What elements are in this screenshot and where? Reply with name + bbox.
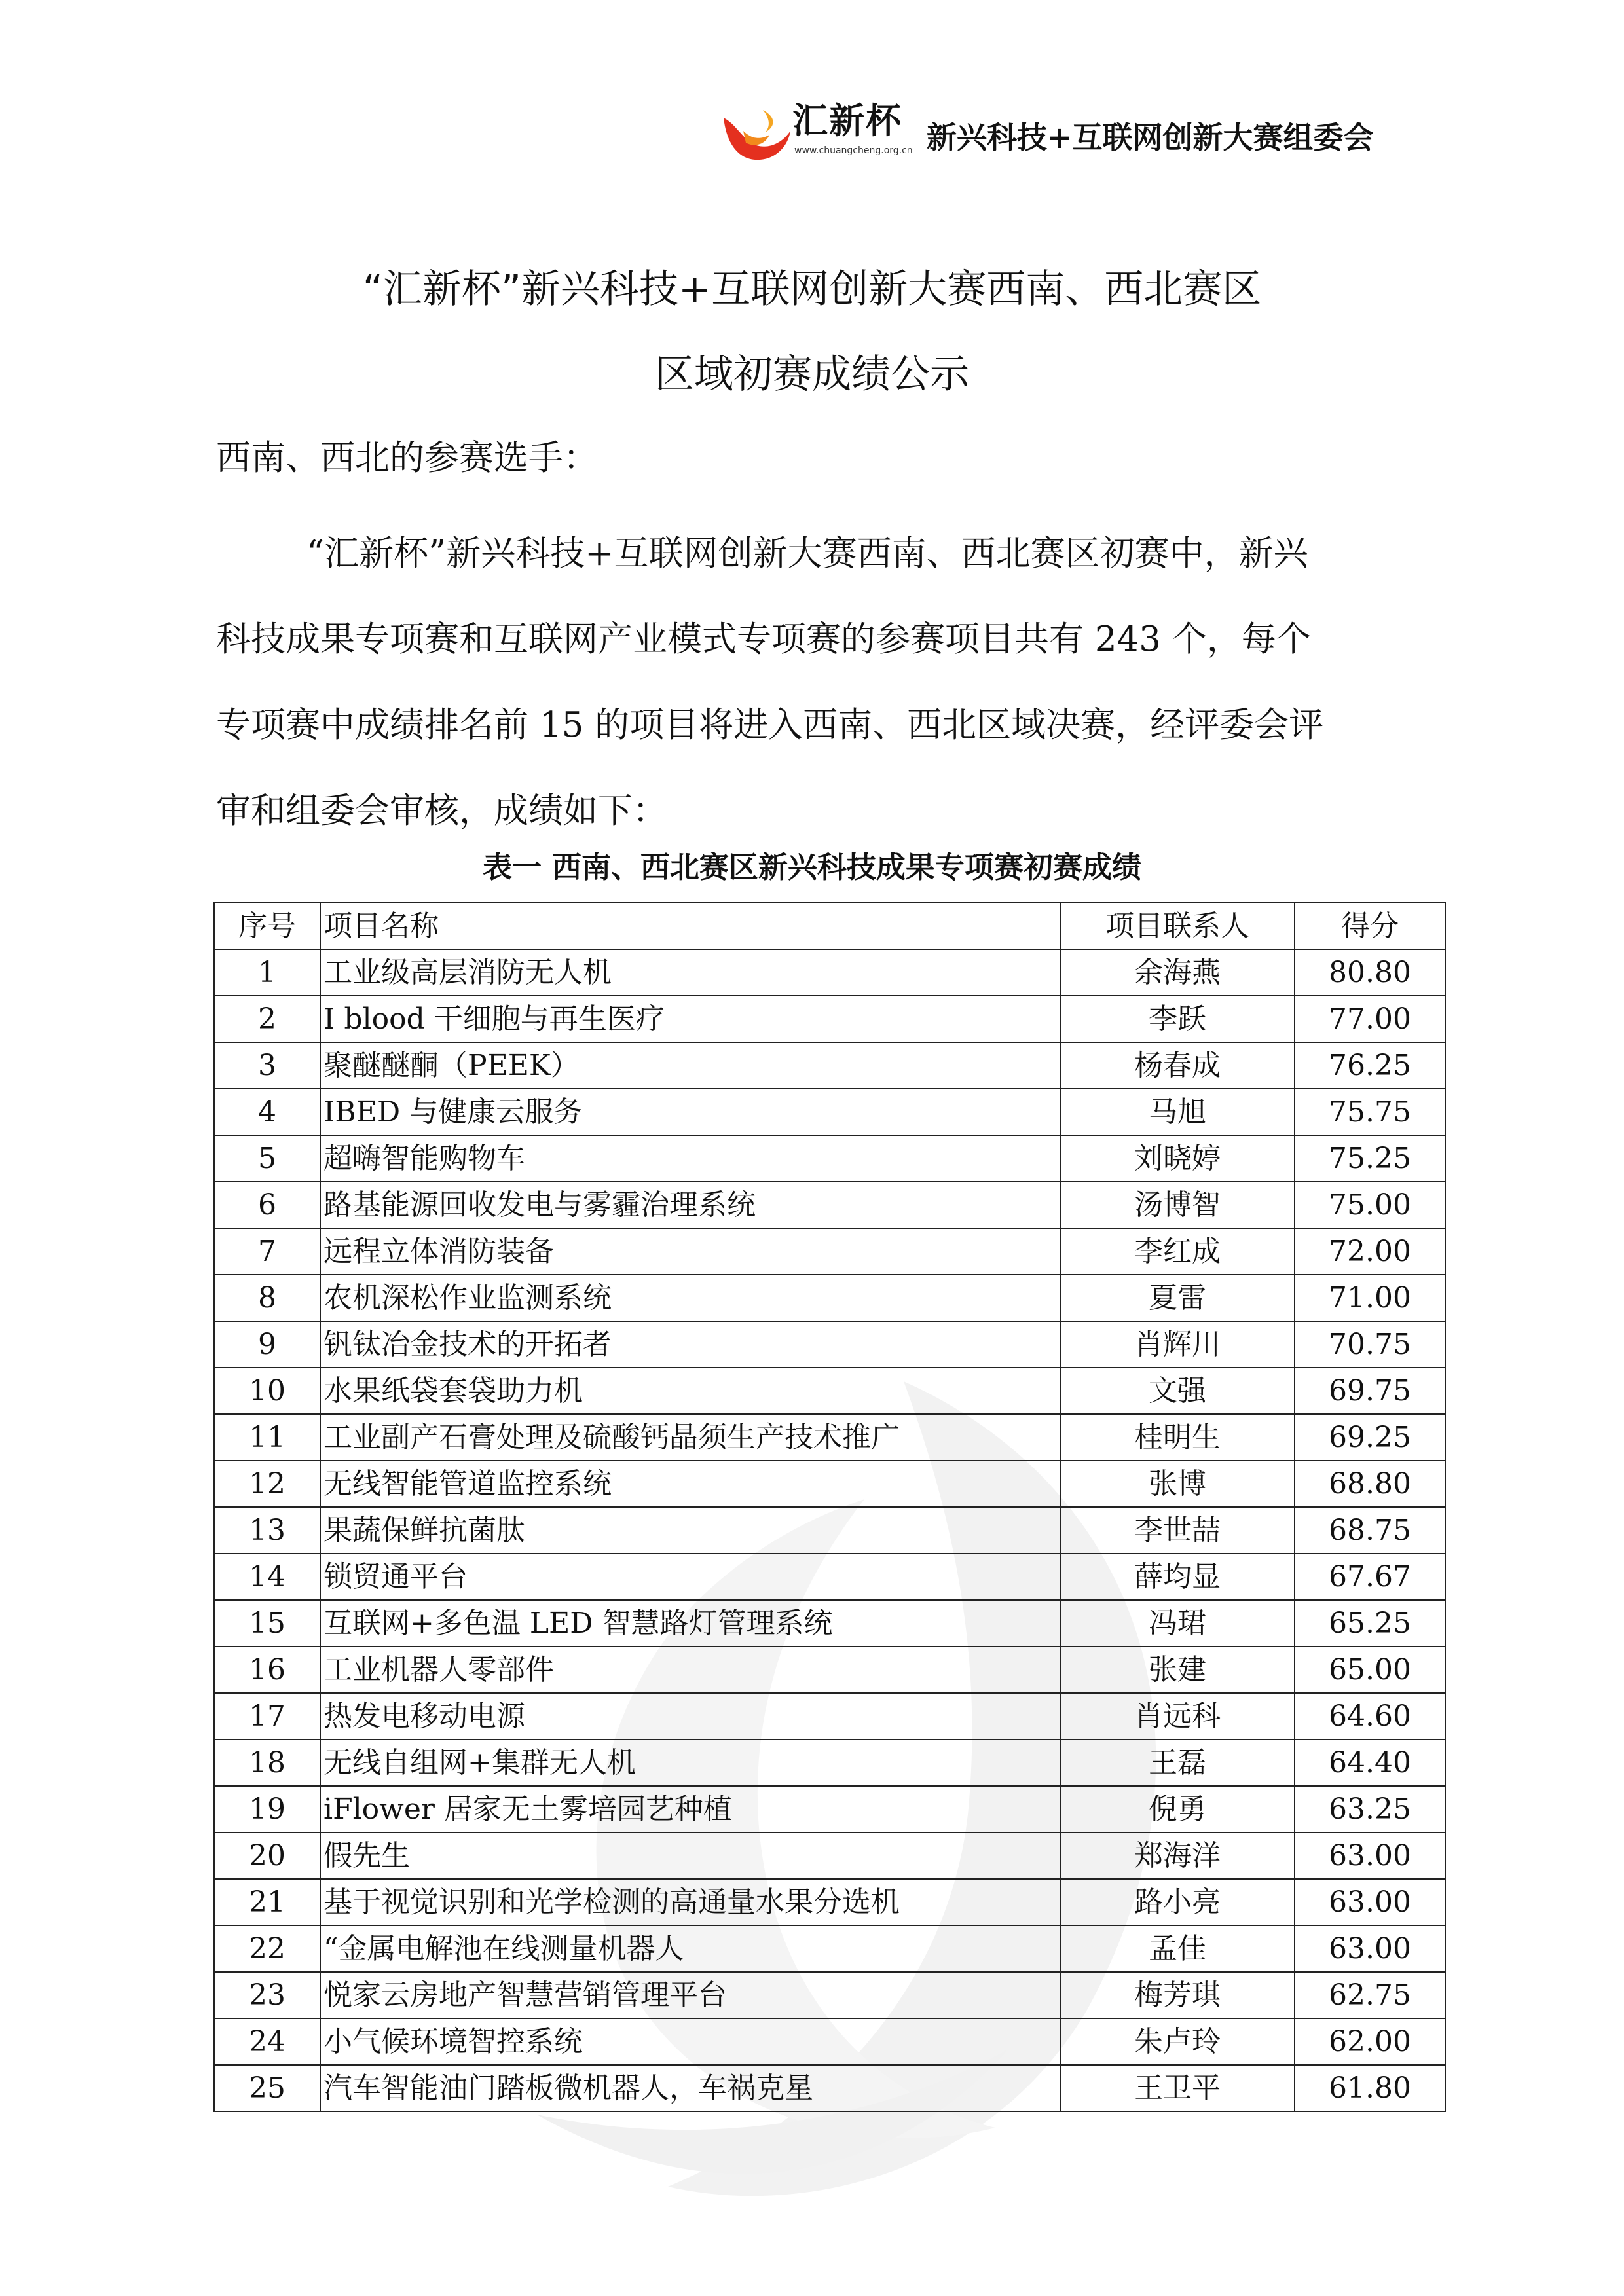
row-project-name: IBED 与健康云服务 [320, 1089, 1060, 1135]
row-contact: 杨春成 [1060, 1042, 1295, 1089]
row-contact: 文强 [1060, 1368, 1295, 1414]
table-row [214, 1600, 1445, 1647]
row-project-name: 互联网+多色温 LED 智慧路灯管理系统 [320, 1600, 1060, 1647]
row-score: 71.00 [1295, 1275, 1445, 1321]
row-no: 13 [214, 1507, 320, 1554]
row-no: 18 [214, 1740, 320, 1786]
row-score: 64.40 [1295, 1740, 1445, 1786]
row-project-name: 工业副产石膏处理及硫酸钙晶须生产技术推广 [320, 1414, 1060, 1461]
table-row [214, 1275, 1445, 1321]
header-score: 得分 [1295, 903, 1445, 949]
row-score: 70.75 [1295, 1321, 1445, 1368]
row-project-name: I blood 干细胞与再生医疗 [320, 996, 1060, 1042]
row-no: 16 [214, 1647, 320, 1693]
row-contact: 张建 [1060, 1647, 1295, 1693]
table-row [214, 1786, 1445, 1832]
table-row [214, 2018, 1445, 2065]
row-no: 15 [214, 1600, 320, 1647]
row-score: 62.75 [1295, 1972, 1445, 2018]
logo-url: www.chuangcheng.org.cn [794, 145, 913, 156]
row-score: 61.80 [1295, 2065, 1445, 2111]
row-no: 19 [214, 1786, 320, 1832]
row-contact: 朱卢玲 [1060, 2018, 1295, 2065]
paragraph-line: “汇新杯”新兴科技+互联网创新大赛西南、西北赛区初赛中，新兴 [306, 534, 1308, 574]
table-row [214, 1832, 1445, 1879]
row-contact: 张博 [1060, 1461, 1295, 1507]
row-no: 12 [214, 1461, 320, 1507]
page-header [717, 98, 1450, 170]
row-contact: 马旭 [1060, 1089, 1295, 1135]
intro-paragraph [216, 511, 1395, 854]
row-score: 63.00 [1295, 1832, 1445, 1879]
table-row [214, 1972, 1445, 2018]
table-row [214, 1042, 1445, 1089]
salutation: 西南、西北的参赛选手： [216, 438, 598, 478]
row-no: 7 [214, 1228, 320, 1275]
page-title-line1: “汇新杯”新兴科技+互联网创新大赛西南、西北赛区 [362, 266, 1262, 312]
row-no: 5 [214, 1135, 320, 1182]
row-contact: 王卫平 [1060, 2065, 1295, 2111]
row-project-name: 超嗨智能购物车 [320, 1135, 1060, 1182]
row-score: 80.80 [1295, 949, 1445, 996]
row-score: 64.60 [1295, 1693, 1445, 1740]
table-row [214, 1135, 1445, 1182]
row-score: 76.25 [1295, 1042, 1445, 1089]
organizer-name: 新兴科技+互联网创新大赛组委会 [927, 120, 1374, 155]
header-contact: 项目联系人 [1060, 903, 1295, 949]
row-no: 8 [214, 1275, 320, 1321]
row-no: 10 [214, 1368, 320, 1414]
row-no: 6 [214, 1182, 320, 1228]
header-project-name: 项目名称 [320, 903, 1060, 949]
row-score: 65.00 [1295, 1647, 1445, 1693]
row-no: 24 [214, 2018, 320, 2065]
row-score: 68.75 [1295, 1507, 1445, 1554]
row-project-name: 基于视觉识别和光学检测的高通量水果分选机 [320, 1879, 1060, 1925]
row-no: 2 [214, 996, 320, 1042]
table-row [214, 1089, 1445, 1135]
row-contact: 郑海洋 [1060, 1832, 1295, 1879]
header-no: 序号 [214, 903, 320, 949]
table-row [214, 1414, 1445, 1461]
row-no: 4 [214, 1089, 320, 1135]
table-row [214, 1182, 1445, 1228]
row-no: 22 [214, 1925, 320, 1972]
row-score: 72.00 [1295, 1228, 1445, 1275]
row-no: 20 [214, 1832, 320, 1879]
row-project-name: 工业机器人零部件 [320, 1647, 1060, 1693]
row-contact: 薛均显 [1060, 1554, 1295, 1600]
table-row [214, 1647, 1445, 1693]
row-score: 63.00 [1295, 1925, 1445, 1972]
row-score: 77.00 [1295, 996, 1445, 1042]
row-no: 23 [214, 1972, 320, 2018]
table-row [214, 1554, 1445, 1600]
table-row [214, 1368, 1445, 1414]
row-score: 62.00 [1295, 2018, 1445, 2065]
row-project-name: 农机深松作业监测系统 [320, 1275, 1060, 1321]
table-row [214, 1461, 1445, 1507]
table-row [214, 949, 1445, 996]
row-score: 67.67 [1295, 1554, 1445, 1600]
paragraph-line: 科技成果专项赛和互联网产业模式专项赛的参赛项目共有 243 个，每个 [216, 619, 1311, 659]
row-project-name: 假先生 [320, 1832, 1060, 1879]
table-caption: 表一 西南、西北赛区新兴科技成果专项赛初赛成绩 [483, 850, 1141, 884]
row-contact: 余海燕 [1060, 949, 1295, 996]
row-project-name: 小气候环境智控系统 [320, 2018, 1060, 2065]
row-project-name: 悦家云房地产智慧营销管理平台 [320, 1972, 1060, 2018]
row-no: 17 [214, 1693, 320, 1740]
row-no: 9 [214, 1321, 320, 1368]
table-row [214, 2065, 1445, 2111]
row-project-name: 路基能源回收发电与雾霾治理系统 [320, 1182, 1060, 1228]
row-no: 21 [214, 1879, 320, 1925]
row-project-name: 工业级高层消防无人机 [320, 949, 1060, 996]
row-contact: 李红成 [1060, 1228, 1295, 1275]
row-no: 11 [214, 1414, 320, 1461]
table-row [214, 1740, 1445, 1786]
row-project-name: 汽车智能油门踏板微机器人，车祸克星 [320, 2065, 1060, 2111]
table-row [214, 1507, 1445, 1554]
row-score: 75.00 [1295, 1182, 1445, 1228]
row-score: 69.75 [1295, 1368, 1445, 1414]
row-project-name: 钒钛冶金技术的开拓者 [320, 1321, 1060, 1368]
row-project-name: 远程立体消防装备 [320, 1228, 1060, 1275]
row-contact: 李跃 [1060, 996, 1295, 1042]
table-header-row [214, 903, 1445, 949]
row-score: 65.25 [1295, 1600, 1445, 1647]
row-no: 1 [214, 949, 320, 996]
paragraph-line: 审和组委会审核，成绩如下： [216, 791, 667, 831]
row-contact: 王磊 [1060, 1740, 1295, 1786]
row-contact: 桂明生 [1060, 1414, 1295, 1461]
row-project-name: iFlower 居家无土雾培园艺种植 [320, 1786, 1060, 1832]
row-project-name: 锁贸通平台 [320, 1554, 1060, 1600]
row-contact: 路小亮 [1060, 1879, 1295, 1925]
row-project-name: “金属电解池在线测量机器人 [320, 1925, 1060, 1972]
row-contact: 夏雷 [1060, 1275, 1295, 1321]
row-contact: 倪勇 [1060, 1786, 1295, 1832]
paragraph-line: 专项赛中成绩排名前 15 的项目将进入西南、西北区域决赛，经评委会评 [216, 705, 1324, 745]
row-contact: 冯珺 [1060, 1600, 1295, 1647]
row-score: 69.25 [1295, 1414, 1445, 1461]
row-contact: 汤博智 [1060, 1182, 1295, 1228]
row-contact: 梅芳琪 [1060, 1972, 1295, 2018]
row-project-name: 水果纸袋套袋助力机 [320, 1368, 1060, 1414]
page-title-line2: 区域初赛成绩公示 [655, 352, 969, 397]
row-contact: 肖辉川 [1060, 1321, 1295, 1368]
table-row [214, 1321, 1445, 1368]
table-row [214, 1879, 1445, 1925]
table-row [214, 996, 1445, 1042]
row-score: 75.25 [1295, 1135, 1445, 1182]
row-contact: 孟佳 [1060, 1925, 1295, 1972]
row-score: 63.25 [1295, 1786, 1445, 1832]
table-row [214, 1228, 1445, 1275]
logo-name: 汇新杯 [792, 100, 902, 141]
row-no: 25 [214, 2065, 320, 2111]
table-row [214, 1925, 1445, 1972]
row-score: 75.75 [1295, 1089, 1445, 1135]
flame-logo-icon [717, 105, 796, 164]
row-project-name: 聚醚醚酮（PEEK） [320, 1042, 1060, 1089]
row-contact: 肖远科 [1060, 1693, 1295, 1740]
row-no: 3 [214, 1042, 320, 1089]
row-contact: 刘晓婷 [1060, 1135, 1295, 1182]
row-project-name: 无线智能管道监控系统 [320, 1461, 1060, 1507]
row-no: 14 [214, 1554, 320, 1600]
scores-table [213, 902, 1446, 2112]
row-score: 68.80 [1295, 1461, 1445, 1507]
row-project-name: 无线自组网+集群无人机 [320, 1740, 1060, 1786]
row-contact: 李世喆 [1060, 1507, 1295, 1554]
table-row [214, 1693, 1445, 1740]
row-score: 63.00 [1295, 1879, 1445, 1925]
row-project-name: 果蔬保鲜抗菌肽 [320, 1507, 1060, 1554]
row-project-name: 热发电移动电源 [320, 1693, 1060, 1740]
